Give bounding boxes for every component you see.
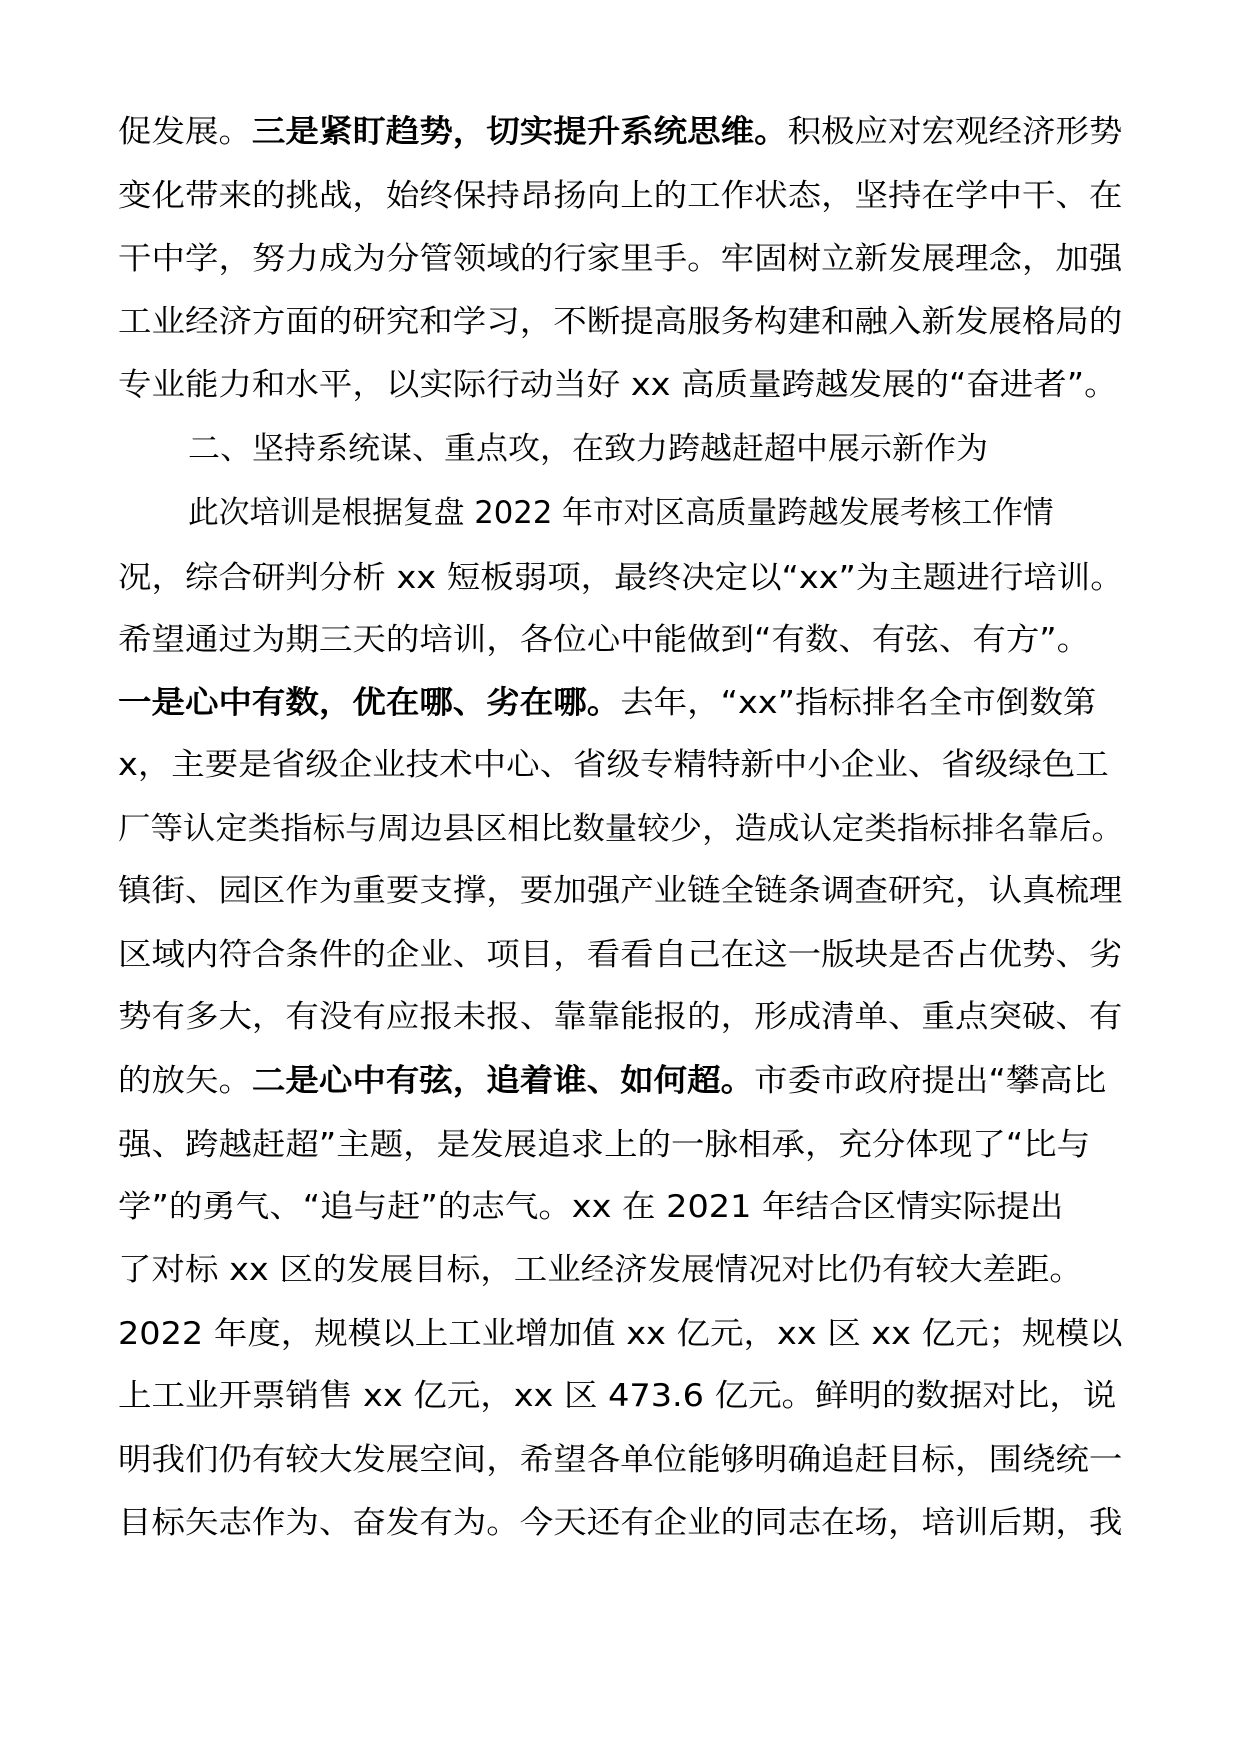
text-line: [188, 493, 1054, 533]
text-run: 希望通过为期三天的培训，各位心中能做到“有数、有弦、有方”。: [118, 622, 1091, 658]
text-run: 市委市政府提出“攀高比: [754, 1063, 1107, 1099]
text-line: [118, 1440, 1122, 1480]
text-line: [118, 1125, 1090, 1165]
text-run: 积极应对宏观经济形势: [787, 114, 1123, 150]
text-run: 目标矢志作为、奋发有为。今天还有企业的同志在场，培训后期，我: [118, 1505, 1123, 1541]
text-line: [118, 558, 1124, 598]
text-line: [118, 1250, 1083, 1290]
text-run: 二、坚持系统谋、重点攻，在致力跨越赶超中展示新作为: [188, 431, 988, 467]
text-run: 势有多大，有没有应报未报、靠靠能报的，形成清单、重点突破、有: [118, 999, 1123, 1035]
text-line: [118, 997, 1122, 1037]
text-run: 干中学，努力成为分管领域的行家里手。牢固树立新发展理念，加强: [118, 241, 1123, 277]
text-line: [118, 1376, 1116, 1416]
text-run: 区域内符合条件的企业、项目，看看自己在这一版块是否占优势、劣: [118, 937, 1123, 973]
text-line: [118, 1061, 1106, 1101]
text-run: 的放矢。: [118, 1063, 252, 1099]
text-line: [118, 112, 1122, 152]
text-run: 强、跨越赶超”主题，是发展追求上的一脉相承，充分体现了“比与: [118, 1127, 1091, 1163]
text-line: [118, 365, 1118, 405]
text-line: [118, 302, 1122, 342]
text-line: [188, 429, 988, 469]
text-run: 学”的勇气、“追与赶”的志气。xx 在 2021 年结合区情实际提出: [118, 1189, 1064, 1225]
text-run: 况，综合研判分析 xx 短板弱项，最终决定以“xx”为主题进行培训。: [118, 560, 1124, 596]
text-run: 明我们仍有较大发展空间，希望各单位能够明确追赶目标，围绕统一: [118, 1442, 1123, 1478]
text-run: 专业能力和水平，以实际行动当好 xx 高质量跨越发展的“奋进者”。: [118, 367, 1118, 403]
text-run: 去年，“xx”指标排名全市倒数第: [620, 685, 1097, 721]
text-run: 镇街、园区作为重要支撑，要加强产业链全链条调查研究，认真梳理: [118, 873, 1123, 909]
text-line: [118, 871, 1122, 911]
text-run: x，主要是省级企业技术中心、省级专精特新中小企业、省级绿色工: [118, 747, 1109, 783]
text-line: [118, 176, 1122, 216]
text-run: 此次培训是根据复盘 2022 年市对区高质量跨越发展考核工作情: [188, 495, 1054, 531]
bold-text-run: 二是心中有弦，追着谁、如何超。: [251, 1063, 755, 1099]
text-line: [118, 1314, 1123, 1354]
text-line: [118, 1503, 1122, 1543]
text-run: 厂等认定类指标与周边县区相比数量较少，造成认定类指标排名靠后。: [118, 811, 1124, 847]
text-line: [118, 809, 1124, 849]
text-line: [118, 935, 1122, 975]
text-line: [118, 745, 1109, 785]
text-line: [118, 683, 1096, 723]
text-line: [118, 1187, 1063, 1227]
text-run: 了对标 xx 区的发展目标，工业经济发展情况对比仍有较大差距。: [118, 1252, 1083, 1288]
text-run: 促发展。: [118, 114, 252, 150]
text-line: [118, 620, 1090, 660]
bold-text-run: 一是心中有数，优在哪、劣在哪。: [118, 685, 621, 721]
text-run: 工业经济方面的研究和学习，不断提高服务构建和融入新发展格局的: [118, 304, 1123, 340]
text-line: [118, 239, 1122, 279]
bold-text-run: 三是紧盯趋势，切实提升系统思维。: [251, 114, 788, 150]
text-run: 变化带来的挑战，始终保持昂扬向上的工作状态，坚持在学中干、在: [118, 178, 1123, 214]
text-run: 上工业开票销售 xx 亿元，xx 区 473.6 亿元。鲜明的数据对比，说: [118, 1378, 1117, 1414]
text-run: 2022 年度，规模以上工业增加值 xx 亿元，xx 区 xx 亿元；规模以: [118, 1316, 1123, 1352]
